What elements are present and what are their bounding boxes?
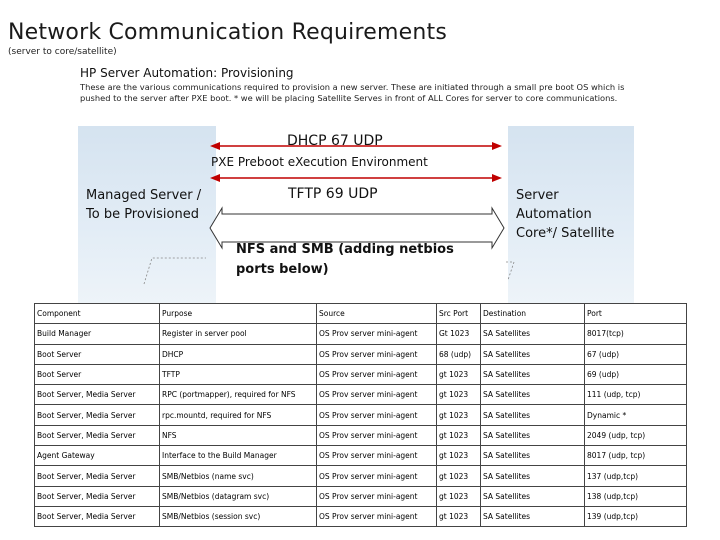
table-row bbox=[35, 425, 687, 445]
description-text: These are the various communications required to provision a new server. These are initiated through a small pre boot OS which is pushed to the server after PXE boot. * we will be placing Satellite Serves in front of ALL Cores for server to core communications. bbox=[80, 82, 625, 103]
cell-purpose: Register in server pool bbox=[160, 324, 317, 344]
cell-purpose: SMB/Netbios (name svc) bbox=[160, 466, 317, 486]
managed-server-label: Managed Server / To be Provisioned bbox=[86, 188, 202, 222]
cell-port: 139 (udp,tcp) bbox=[585, 506, 687, 526]
cell-purpose: RPC (portmapper), required for NFS bbox=[160, 385, 317, 405]
cell-src-port: gt 1023 bbox=[437, 486, 481, 506]
cell-source: OS Prov server mini-agent bbox=[317, 385, 437, 405]
cell-port: 111 (udp, tcp) bbox=[585, 385, 687, 405]
cell-port: 138 (udp,tcp) bbox=[585, 486, 687, 506]
cell-purpose: SMB/Netbios (session svc) bbox=[160, 506, 317, 526]
cell-source: OS Prov server mini-agent bbox=[317, 446, 437, 466]
dhcp-arrowhead-right bbox=[492, 142, 502, 150]
cell-port: 2049 (udp, tcp) bbox=[585, 425, 687, 445]
cell-component: Boot Server, Media Server bbox=[35, 466, 160, 486]
cell-destination: SA Satellites bbox=[481, 405, 585, 425]
cell-purpose: TFTP bbox=[160, 364, 317, 384]
header-source: Source bbox=[317, 304, 437, 324]
cell-destination: SA Satellites bbox=[481, 466, 585, 486]
dhcp-arrowhead-left bbox=[210, 142, 220, 150]
table-row bbox=[35, 486, 687, 506]
table-row bbox=[35, 405, 687, 425]
cell-port: 8017(tcp) bbox=[585, 324, 687, 344]
cell-component: Build Manager bbox=[35, 324, 160, 344]
cell-destination: SA Satellites bbox=[481, 446, 585, 466]
header-purpose: Purpose bbox=[160, 304, 317, 324]
cell-source: OS Prov server mini-agent bbox=[317, 344, 437, 364]
cell-source: OS Prov server mini-agent bbox=[317, 324, 437, 344]
cell-purpose: rpc.mountd, required for NFS bbox=[160, 405, 317, 425]
cell-component: Boot Server, Media Server bbox=[35, 425, 160, 445]
cell-src-port: gt 1023 bbox=[437, 506, 481, 526]
cell-src-port: 68 (udp) bbox=[437, 344, 481, 364]
cell-destination: SA Satellites bbox=[481, 486, 585, 506]
cell-source: OS Prov server mini-agent bbox=[317, 486, 437, 506]
table-row bbox=[35, 364, 687, 384]
table-row bbox=[35, 385, 687, 405]
cell-port: 67 (udp) bbox=[585, 344, 687, 364]
cell-port: 69 (udp) bbox=[585, 364, 687, 384]
cell-port: 8017 (udp, tcp) bbox=[585, 446, 687, 466]
cell-port: 137 (udp,tcp) bbox=[585, 466, 687, 486]
cell-purpose: Interface to the Build Manager bbox=[160, 446, 317, 466]
cell-source: OS Prov server mini-agent bbox=[317, 506, 437, 526]
section-title: HP Server Automation: Provisioning bbox=[80, 66, 294, 80]
right-connector bbox=[506, 262, 514, 280]
cell-purpose: DHCP bbox=[160, 344, 317, 364]
cell-src-port: gt 1023 bbox=[437, 385, 481, 405]
cell-destination: SA Satellites bbox=[481, 385, 585, 405]
header-destination: Destination bbox=[481, 304, 585, 324]
cell-src-port: gt 1023 bbox=[437, 466, 481, 486]
left-connector bbox=[144, 258, 206, 284]
table-row bbox=[35, 466, 687, 486]
cell-src-port: gt 1023 bbox=[437, 446, 481, 466]
nfs-smb-label: NFS and SMB (adding netbios ports below) bbox=[236, 242, 454, 277]
sa-core-label: Server Automation Core*/ Satellite bbox=[516, 188, 615, 241]
cell-component: Boot Server bbox=[35, 344, 160, 364]
cell-destination: SA Satellites bbox=[481, 344, 585, 364]
cell-src-port: gt 1023 bbox=[437, 364, 481, 384]
table-header-row bbox=[35, 304, 687, 324]
tftp-label: TFTP 69 UDP bbox=[288, 186, 378, 202]
table-row bbox=[35, 506, 687, 526]
page-title: Network Communication Requirements bbox=[8, 20, 447, 45]
cell-component: Boot Server bbox=[35, 364, 160, 384]
cell-destination: SA Satellites bbox=[481, 324, 585, 344]
cell-component: Boot Server, Media Server bbox=[35, 385, 160, 405]
page-subtitle: (server to core/satellite) bbox=[8, 47, 117, 57]
cell-purpose: SMB/Netbios (datagram svc) bbox=[160, 486, 317, 506]
header-component: Component bbox=[35, 304, 160, 324]
cell-src-port: gt 1023 bbox=[437, 425, 481, 445]
cell-destination: SA Satellites bbox=[481, 364, 585, 384]
cell-purpose: NFS bbox=[160, 425, 317, 445]
header-port: Port bbox=[585, 304, 687, 324]
cell-component: Boot Server, Media Server bbox=[35, 486, 160, 506]
cell-component: Boot Server, Media Server bbox=[35, 506, 160, 526]
cell-src-port: gt 1023 bbox=[437, 405, 481, 425]
cell-source: OS Prov server mini-agent bbox=[317, 405, 437, 425]
header-src-port: Src Port bbox=[437, 304, 481, 324]
cell-src-port: Gt 1023 bbox=[437, 324, 481, 344]
table-row bbox=[35, 446, 687, 466]
cell-port: Dynamic * bbox=[585, 405, 687, 425]
cell-source: OS Prov server mini-agent bbox=[317, 466, 437, 486]
cell-destination: SA Satellites bbox=[481, 506, 585, 526]
pxe-arrowhead-left bbox=[210, 174, 220, 182]
table-row bbox=[35, 344, 687, 364]
table-row bbox=[35, 324, 687, 344]
cell-destination: SA Satellites bbox=[481, 425, 585, 445]
cell-source: OS Prov server mini-agent bbox=[317, 425, 437, 445]
dhcp-label: DHCP 67 UDP bbox=[287, 133, 383, 149]
pxe-arrowhead-right bbox=[492, 174, 502, 182]
pxe-label: PXE Preboot eXecution Environment bbox=[211, 155, 428, 169]
cell-component: Boot Server, Media Server bbox=[35, 405, 160, 425]
requirements-table bbox=[34, 303, 687, 527]
cell-source: OS Prov server mini-agent bbox=[317, 364, 437, 384]
cell-component: Agent Gateway bbox=[35, 446, 160, 466]
